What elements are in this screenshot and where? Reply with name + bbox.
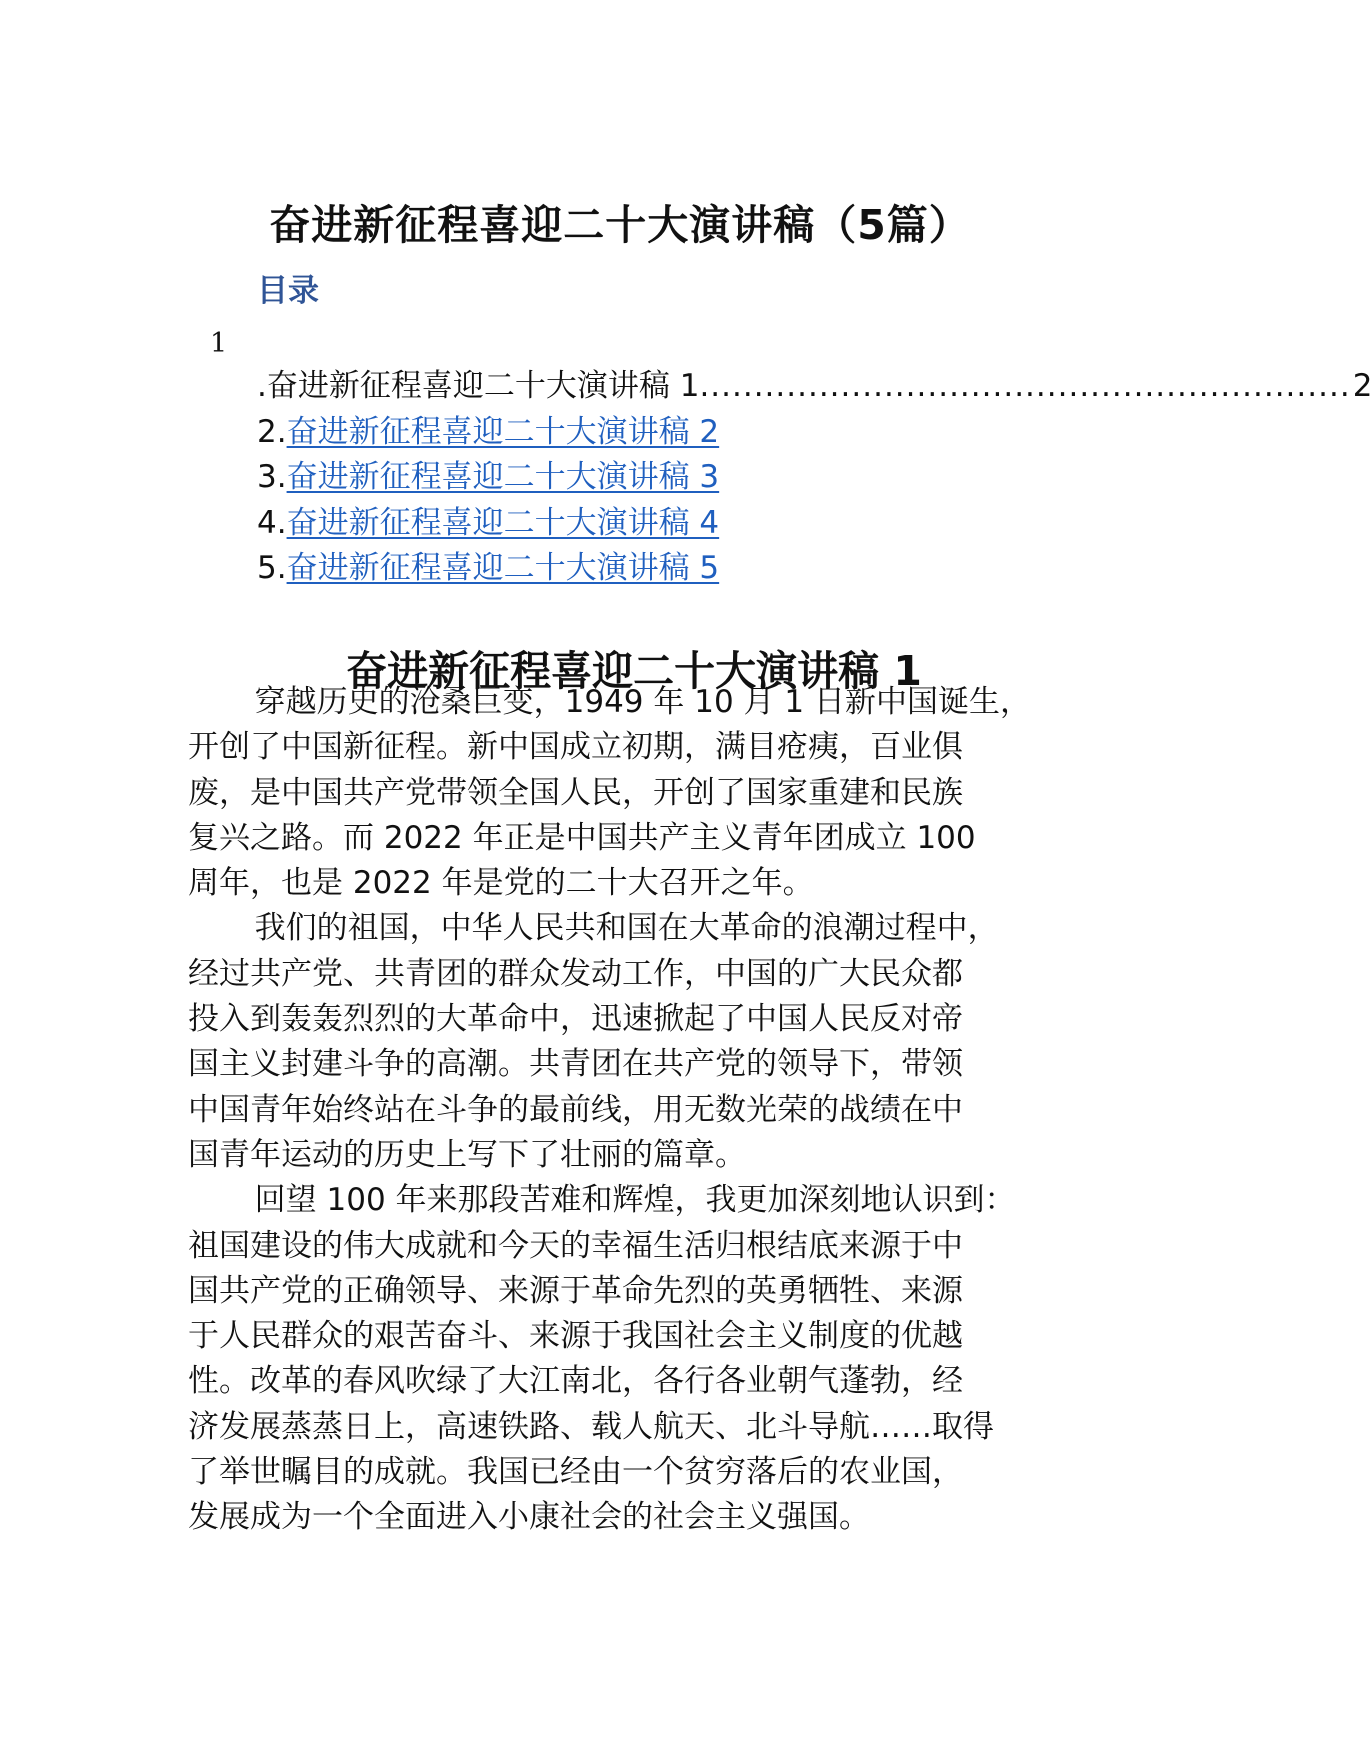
paragraph: 我们的祖国，中华人民共和国在大革命的浪潮过程中， 经过共产党、共青团的群众发动工作，中国的广大民众都 投入到轰轰烈烈的大革命中，迅速掀起了中国人民反对帝 国主义封建斗争的高潮。共青团在共产党的领导下，带领 中国青年始终站在斗争的最前线，用无数光荣的战绩在中 国青年运动的历史上写下了壮丽的篇章。: [188, 910, 999, 1173]
toc-item-4[interactable]: [257, 501, 1057, 547]
table-of-contents: [257, 364, 1372, 592]
toc-page-number: 2: [1352, 368, 1372, 404]
toc-item-number: 3.: [257, 459, 287, 495]
toc-item-number: 4.: [257, 504, 287, 541]
toc-item-label: .奋进新征程喜迎二十大演讲稿 1: [257, 368, 700, 404]
toc-item-number: 2.: [257, 413, 287, 450]
toc-item-5[interactable]: [257, 546, 1057, 592]
paragraph: 回望 100 年来那段苦难和辉煌，我更加深刻地认识到： 祖国建设的伟大成就和今天的幸福生活归根结底来源于中 国共产党的正确领导、来源于革命先烈的英勇牺牲、来源 于人民群众的艰苦奋斗、来源于我国社会主义制度的优越 性。改革的春风吹绿了大江南北，各行各业朝气蓬勃，经 济发展蒸蒸日上，高速铁路、载人航天、北斗导航……取得 了举世瞩目的成就。我国已经由一个贫穷落后的农业国， 发展成为一个全面进入小康社会的社会主义强国。: [188, 1182, 1016, 1536]
toc-link[interactable]: 奋进新征程喜迎二十大演讲稿 4: [286, 504, 720, 541]
toc-item-number: 5.: [257, 550, 287, 586]
paragraph: 穿越历史的沧桑巨变，1949 年 10 月 1 日新中国诞生， 开创了中国新征程。新中国成立初期，满目疮痍，百业俱 废，是中国共产党带领全国人民，开创了国家重建和民族 复兴之路。而 2022 年正是中国共产主义青年团成立 100 周年，也是 2022 年是党的二十大召开之年。: [188, 684, 1031, 902]
toc-heading: 目录: [257, 273, 319, 309]
section-body: [188, 680, 1068, 1541]
toc-link[interactable]: 奋进新征程喜迎二十大演讲稿 2: [286, 413, 720, 450]
toc-link[interactable]: 奋进新征程喜迎二十大演讲稿 3: [286, 459, 720, 495]
toc-first-number: 1: [210, 328, 228, 359]
toc-link[interactable]: 奋进新征程喜迎二十大演讲稿 5: [286, 550, 720, 586]
toc-dot-leader: ............................................................: [699, 368, 1351, 404]
toc-item-1[interactable]: [257, 364, 1372, 410]
section-title: 奋进新征程喜迎二十大演讲稿 1: [346, 647, 922, 696]
document-title: 奋进新征程喜迎二十大演讲稿（5篇）: [269, 201, 971, 250]
toc-item-2[interactable]: [257, 410, 1057, 456]
toc-item-3[interactable]: [257, 455, 1057, 501]
